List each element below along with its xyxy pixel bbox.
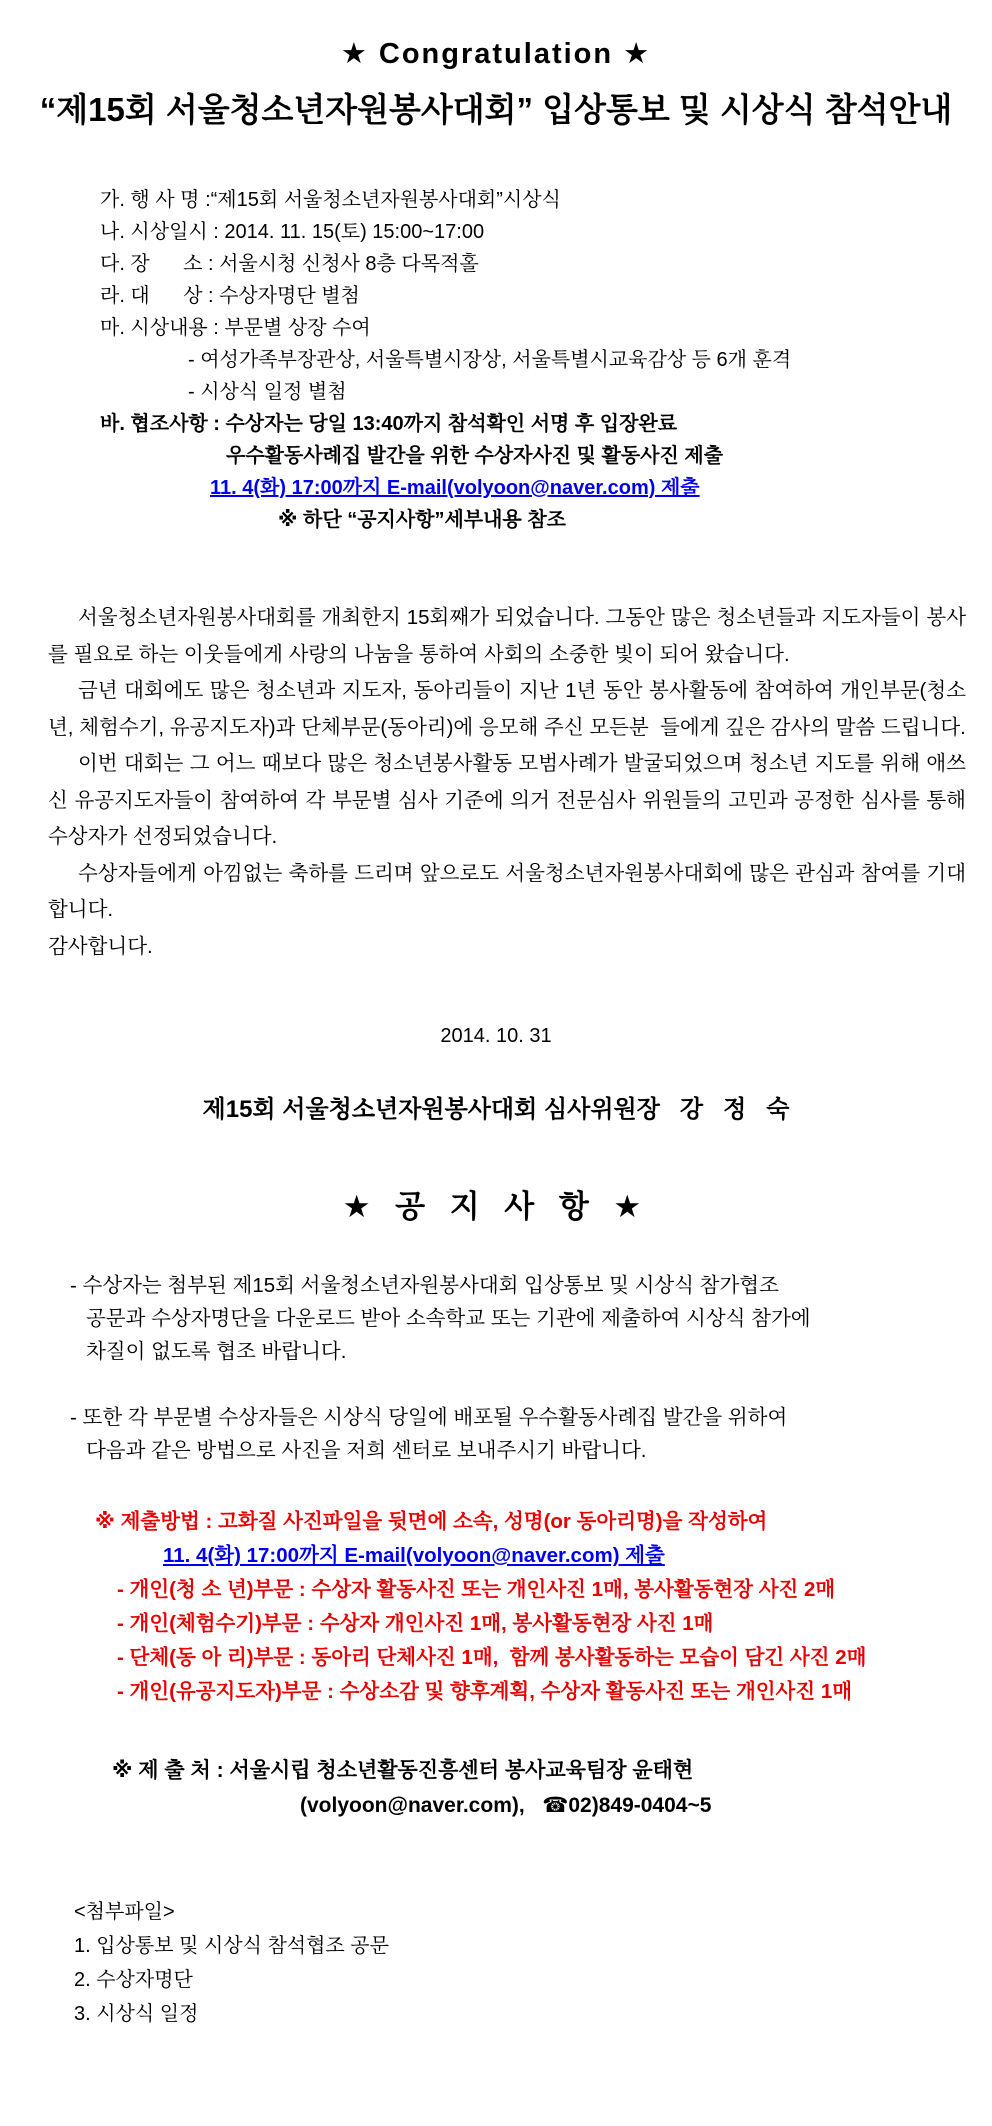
- submit-to-section: [0, 1753, 992, 1823]
- info-line-datetime: 나. 시상일시 : 2014. 11. 15(토) 15:00~17:00: [100, 221, 485, 243]
- issue-date: 2014. 10. 31: [440, 1025, 552, 1047]
- submission-category-essay: - 개인(체험수기)부문 : 수상자 개인사진 1매, 봉사활동현장 사진 1매: [117, 1612, 714, 1635]
- notice-item1-line3: 차질이 없도록 협조 바랍니다.: [86, 1340, 347, 1363]
- submission-deadline-link-wrap: [0, 1539, 992, 1573]
- notice-reference-line: ※ 하단 “공지사항”세부내용 참조: [278, 509, 566, 531]
- submission-method-section: [0, 1505, 992, 1709]
- info-line-award-detail: 마. 시상내용 : 부문별 상장 수여: [100, 317, 371, 339]
- info-line-target: 라. 대 상 : 수상자명단 별첨: [100, 285, 360, 307]
- info-line-event-name: 가. 행 사 명 :“제15회 서울청소년자원봉사대회”시상식: [100, 189, 561, 211]
- attachment-item-3: 3. 시상식 일정: [74, 2003, 199, 2025]
- body-paragraph-thanks: 감사합니다.: [48, 934, 153, 958]
- email-deadline-link[interactable]: 11. 4(화) 17:00까지 E-mail(volyoon@naver.com) 제출: [210, 477, 700, 499]
- attachments-title: <첨부파일>: [74, 1901, 175, 1923]
- submission-category-youth: - 개인(청 소 년)부문 : 수상자 활동사진 또는 개인사진 1매, 봉사활동현장 사진 2매: [117, 1578, 836, 1601]
- notice-item2-line1: - 또한 각 부문별 수상자들은 시상식 당일에 배포될 우수활동사례집 발간을 위하여: [70, 1406, 788, 1429]
- cooperation-cont-line: 우수활동사례집 발간을 위한 수상자사진 및 활동사진 제출: [226, 445, 724, 467]
- event-info-list: [100, 184, 972, 536]
- body-paragraph-1: 서울청소년자원봉사대회를 개최한지 15회째가 되었습니다. 그동안 많은 청소년들과 지도자들이 봉사를 필요로 하는 이웃들에게 사랑의 나눔을 통하여 사회의 소중한 빛이 되어 왔습니다.: [48, 606, 966, 666]
- attachments-section: [0, 1895, 992, 2031]
- notice-section: [0, 1269, 992, 1467]
- submit-contact-line: (volyoon@naver.com), ☎02)849-0404~5: [300, 1794, 712, 1817]
- email-deadline-link-wrap: [100, 472, 972, 504]
- cooperation-line: 바. 협조사항 : 수상자는 당일 13:40까지 참석확인 서명 후 입장완료: [100, 413, 678, 435]
- submission-deadline-link[interactable]: 11. 4(화) 17:00까지 E-mail(volyoon@naver.com) 제출: [163, 1544, 665, 1567]
- submit-to-line: ※ 제 출 처 : 서울시립 청소년활동진흥센터 봉사교육팀장 윤태현: [112, 1759, 694, 1782]
- notice-item1-line1: - 수상자는 첨부된 제15회 서울청소년자원봉사대회 입상통보 및 시상식 참가협조: [70, 1274, 779, 1297]
- body-paragraph-3: 이번 대회는 그 어느 때보다 많은 청소년봉사활동 모범사례가 발굴되었으며 청소년 지도를 위해 애쓰신 유공지도자들이 참여하여 각 부문별 심사 기준에 의거 전문심사 위원들의 고민과 공정한 심사를 통해 수상자가 선정되었습니다.: [48, 752, 972, 848]
- submission-method-line: ※ 제출방법 : 고화질 사진파일을 뒷면에 소속, 성명(or 동아리명)을 작성하여: [95, 1510, 768, 1533]
- body-paragraph-2: 금년 대회에도 많은 청소년과 지도자, 동아리들이 지난 1년 동안 봉사활동에 참여하여 개인부문(청소년, 체험수기, 유공지도자)과 단체부문(동아리)에 응모해 주신 모든분 들에게 깊은 감사의 말씀 드립니다.: [48, 679, 966, 739]
- submission-category-leader: - 개인(유공지도자)부문 : 수상소감 및 향후계획, 수상자 활동사진 또는 개인사진 1매: [117, 1680, 853, 1703]
- document-title: “제15회 서울청소년자원봉사대회” 입상통보 및 시상식 참석안내: [39, 91, 953, 128]
- greeting-body: [48, 600, 972, 965]
- body-paragraph-4: 수상자들에게 아낌없는 축하를 드리며 앞으로도 서울청소년자원봉사대회에 많은 관심과 참여를 기대합니다.: [48, 861, 966, 921]
- award-grades-line: - 여성가족부장관상, 서울특별시장상, 서울특별시교육감상 등 6개 훈격: [188, 349, 792, 371]
- attachment-item-2: 2. 수상자명단: [74, 1969, 193, 1991]
- signature-line: 제15회 서울청소년자원봉사대회 심사위원장 강 정 숙: [202, 1096, 790, 1123]
- attachment-item-1: 1. 입상통보 및 시상식 참석협조 공문: [74, 1935, 389, 1957]
- congrats-heading: ★ Congratulation ★: [340, 38, 652, 70]
- info-line-venue: 다. 장 소 : 서울시청 신청사 8층 다목적홀: [100, 253, 479, 275]
- notice-item2-line2: 다음과 같은 방법으로 사진을 저희 센터로 보내주시기 바랍니다.: [86, 1439, 647, 1462]
- notice-item1-line2: 공문과 수상자명단을 다운로드 받아 소속학교 또는 기관에 제출하여 시상식 참가에: [86, 1307, 811, 1330]
- schedule-attachment-line: - 시상식 일정 별첨: [188, 381, 347, 403]
- notice-heading: ★ 공 지 사 항 ★: [342, 1189, 650, 1224]
- submission-category-group: - 단체(동 아 리)부문 : 동아리 단체사진 1매, 함께 봉사활동하는 모습이 담긴 사진 2매: [117, 1646, 867, 1669]
